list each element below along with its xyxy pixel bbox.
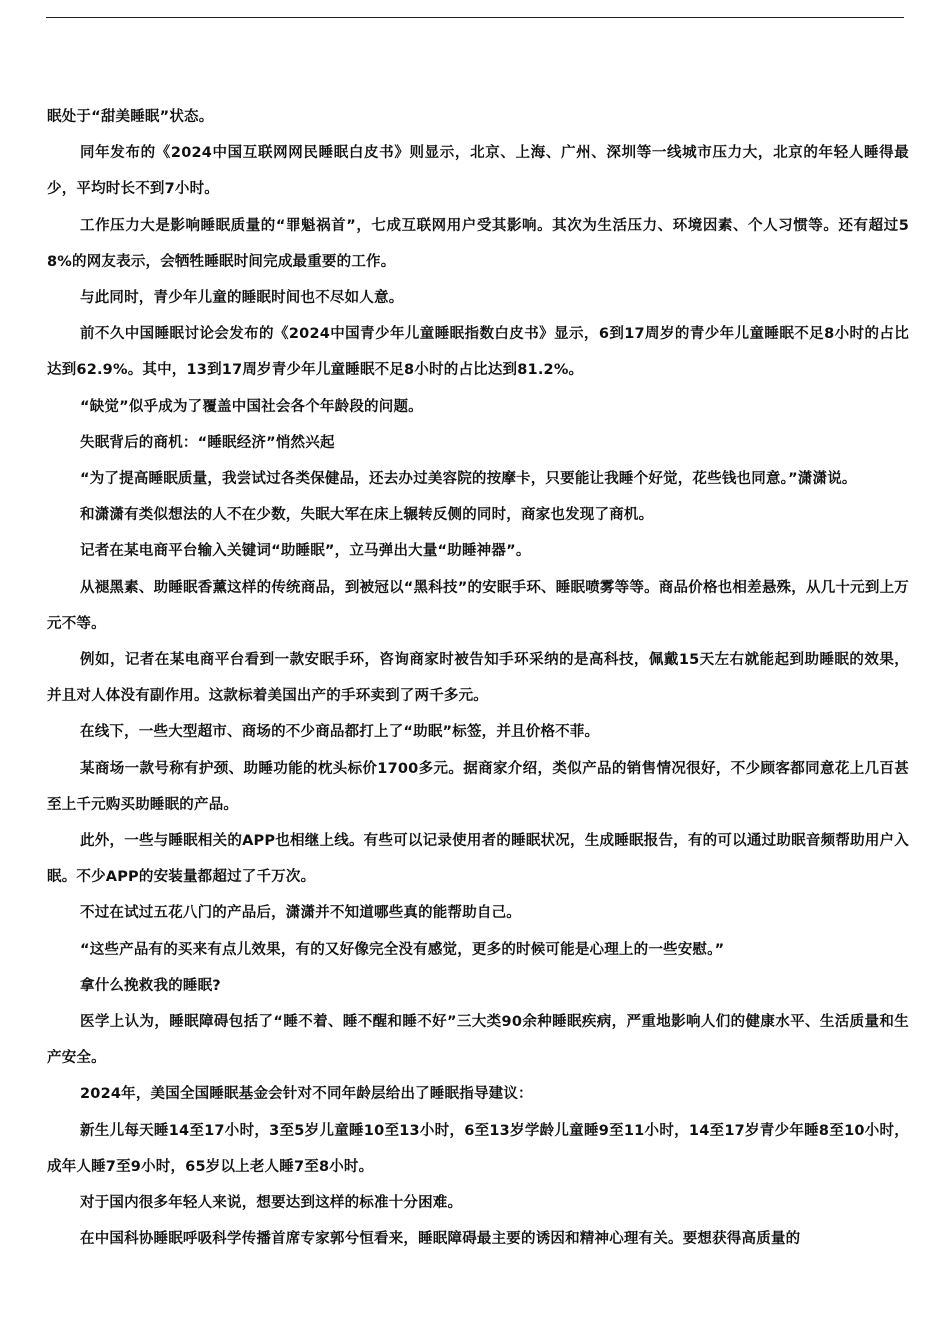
paragraph: 例如，记者在某电商平台看到一款安眠手环，咨询商家时被告知手环采纳的是高科技，佩戴15天左右就能起到助睡眠的效果，并且对人体没有副作用。这款标着美国出产的手环卖到了两千多元。 — [47, 652, 909, 705]
paragraph: 在线下，一些大型超市、商场的不少商品都打上了“助眠”标签，并且价格不菲。 — [80, 724, 600, 741]
paragraph: 此外，一些与睡眠相关的APP也相继上线。有些可以记录使用者的睡眠状况，生成睡眠报告，有的可以通过助眠音频帮助用户入眠。不少APP的安装量都超过了千万次。 — [47, 833, 909, 886]
paragraph: “为了提高睡眠质量，我尝试过各类保健品，还去办过美容院的按摩卡，只要能让我睡个好觉，花些钱也同意。”潇潇说。 — [80, 471, 857, 488]
paragraph: 医学上认为，睡眠障碍包括了“睡不着、睡不醒和睡不好”三大类90余种睡眠疾病，严重地影响人们的健康水平、生活质量和生产安全。 — [47, 1014, 909, 1067]
article-body — [47, 99, 909, 1258]
paragraph: 某商场一款号称有护颈、助睡功能的枕头标价1700多元。据商家介绍，类似产品的销售情况很好，不少顾客都同意花上几百甚至上千元购买助睡眠的产品。 — [47, 760, 909, 813]
paragraph: 和潇潇有类似想法的人不在少数，失眠大军在床上辗转反侧的同时，商家也发现了商机。 — [80, 507, 654, 524]
paragraph: 对于国内很多年轻人来说，想要达到这样的标准十分困难。 — [80, 1195, 463, 1212]
section-heading: 拿什么挽救我的睡眠? — [80, 977, 221, 994]
paragraph: 工作压力大是影响睡眠质量的“罪魁祸首”，七成互联网用户受其影响。其次为生活压力、环境因素、个人习惯等。还有超过58%的网友表示，会牺牲睡眠时间完成最重要的工作。 — [47, 217, 909, 270]
paragraph: 记者在某电商平台输入关键词“助睡眠”，立马弹出大量“助睡神器”。 — [80, 543, 531, 560]
paragraph: 前不久中国睡眠讨论会发布的《2024中国青少年儿童睡眠指数白皮书》显示，6到17周岁的青少年儿童睡眠不足8小时的占比达到62.9%。其中，13到17周岁青少年儿童睡眠不足8小时的占比达到81.2%。 — [47, 326, 909, 379]
header-rule — [46, 17, 904, 18]
paragraph: “缺觉”似乎成为了覆盖中国社会各个年龄段的问题。 — [80, 398, 423, 415]
paragraph-continuation: 眠处于“甜美睡眠”状态。 — [47, 109, 214, 125]
paragraph: “这些产品有的买来有点儿效果，有的又好像完全没有感觉，更多的时候可能是心理上的一些安慰。” — [80, 941, 725, 958]
section-heading: 失眠背后的商机：“睡眠经济”悄然兴起 — [80, 434, 335, 451]
paragraph: 同年发布的《2024中国互联网网民睡眠白皮书》则显示，北京、上海、广州、深圳等一线城市压力大，北京的年轻人睡得最少，平均时长不到7小时。 — [47, 145, 909, 198]
paragraph: 不过在试过五花八门的产品后，潇潇并不知道哪些真的能帮助自己。 — [80, 905, 521, 922]
paragraph: 在中国科协睡眠呼吸科学传播首席专家郭兮恒看来，睡眠障碍最主要的诱因和精神心理有关。要想获得高质量的 — [80, 1231, 801, 1248]
paragraph: 与此同时，青少年儿童的睡眠时间也不尽如人意。 — [80, 290, 404, 307]
paragraph: 新生儿每天睡14至17小时，3至5岁儿童睡10至13小时，6至13岁学龄儿童睡9至11小时，14至17岁青少年睡8至10小时，成年人睡7至9小时，65岁以上老人睡7至8小时。 — [47, 1122, 909, 1175]
paragraph: 2024年，美国全国睡眠基金会针对不同年龄层给出了睡眠指导建议： — [80, 1086, 533, 1103]
paragraph: 从褪黑素、助睡眠香薰这样的传统商品，到被冠以“黑科技”的安眠手环、睡眠喷雾等等。商品价格也相差悬殊，从几十元到上万元不等。 — [47, 579, 909, 632]
